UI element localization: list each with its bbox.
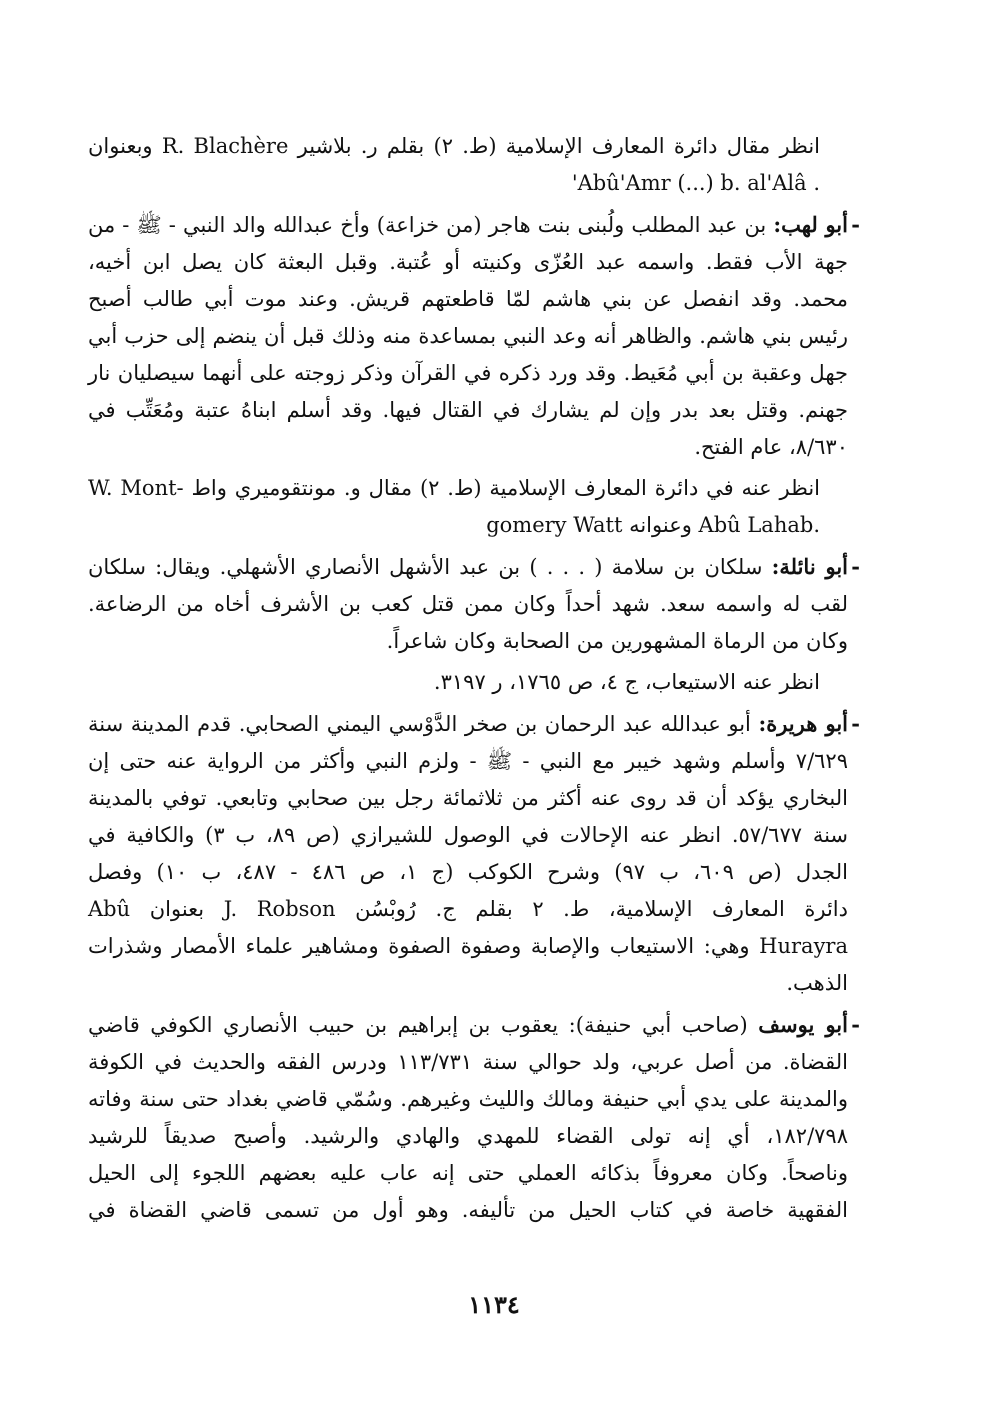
reference-note — [88, 470, 848, 544]
entry-dash: - — [851, 554, 860, 579]
text-line: ٧/٦٢٩ وأسلم وشهد خيبر مع النبي - ﷺ - ولزم النبي وأكثر من الرواية عنه حتى إن — [88, 749, 848, 773]
text-line: الذهب. — [786, 971, 848, 995]
entry-first-line — [88, 206, 860, 244]
entry-first-line — [88, 548, 860, 586]
text-line: الجدل (ص ٦٠٩، ب ٩٧) وشرح الكوكب (ج ١، ص ٤٨٦ - ٤٨٧، ب ١٠) وفصل — [88, 860, 848, 884]
text-line: سلكان بن سلامة ( . . . ) بن عبد الأشهل الأنصاري الأشهلي. ويقال: سلكان — [88, 555, 763, 579]
entry-first-line — [88, 1006, 860, 1044]
entry-abu-yusuf — [88, 1006, 860, 1229]
text-line: رئيس بني هاشم. والظاهر أنه وعد النبي بمساعدة منه وذلك قبل أن ينضم إلى حزب أبي — [88, 324, 848, 348]
entry-dash: - — [851, 212, 860, 237]
text-line: Hurayra وهي: الاستيعاب والإصابة وصفوة الصفوة ومشاهير علماء الأمصار وشذرات — [88, 934, 848, 958]
text-line: والمدينة على يدي أبي حنيفة ومالك والليث وغيرهم. وسُمّي قاضي بغداد حتى سنة وفاته — [88, 1087, 848, 1111]
entry-abu-naila — [88, 548, 860, 660]
entry-dash: - — [851, 711, 860, 736]
text-line: البخاري يؤكد أن قد روى عنه أكثر من ثلاثمائة رجل بين صحابي وتابعي. توفي بالمدينة — [88, 786, 848, 810]
text-line: جهل وعقبة بن أبي مُعَيط. وقد ورد ذكره في القرآن وذكر زوجته على أنهما سيصليان نار — [88, 361, 848, 385]
entry-first-line — [88, 705, 860, 743]
entry-headword: أبو لهب: — [773, 212, 848, 237]
entry-abu-hurayra — [88, 705, 860, 1002]
entry-headword: أبو يوسف — [758, 1012, 848, 1037]
text-line: جهنم. وقتل بعد بدر وإن لم يشارك في القتال فيها. وقد أسلم ابناهُ عتبة ومُعَتِّب في — [88, 398, 848, 422]
text-line: انظر مقال دائرة المعارف الإسلامية (ط. ٢) بقلم ر. بلاشير R. Blachère وبعنوان — [88, 134, 820, 158]
text-line: .Abû Lahab وعنوانه gomery Watt — [486, 513, 820, 537]
text-line: انظر عنه الاستيعاب، ج ٤، ص ١٧٦٥، ر ٣١٩٧. — [433, 670, 820, 694]
text-line: أبو عبدالله عبد الرحمان بن صخر الدَّوْسي اليمني الصحابي. قدم المدينة سنة — [88, 712, 751, 736]
text-line: بن عبد المطلب ولُبنى بنت هاجر (من خزاعة) وأخ عبدالله والد النبي - ﷺ - من — [88, 213, 767, 237]
text-line: لقب له واسمه سعد. شهد أحداً وكان ممن قتل كعب بن الأشرف أخاه من الرضاعة. — [88, 592, 848, 616]
text-line: وناصحاً. وكان معروفاً بذكائه العملي حتى إنه عاب عليه بعضهم اللجوء إلى الحيل — [88, 1161, 848, 1185]
text-line: انظر عنه في دائرة المعارف الإسلامية (ط. ٢) مقال و. مونتقوميري واط -W. Mont — [88, 476, 820, 500]
reference-note — [88, 664, 848, 701]
text-line: الفقهية خاصة في كتاب الحيل من تأليفه. وهو أول من تسمى قاضي القضاة في — [88, 1198, 848, 1222]
text-line: محمد. وقد انفصل عن بني هاشم لمّا قاطعتهم قريش. وعند موت أبي طالب أصبح — [88, 287, 848, 311]
text-line: سنة ٥٧/٦٧٧. انظر عنه الإحالات في الوصول للشيرازي (ص ٨٩، ب ٣) والكافية في — [88, 823, 849, 847]
entry-abu-lahab — [88, 206, 860, 466]
reference-note — [88, 128, 848, 202]
entry-headword: أبو نائلة: — [771, 554, 849, 579]
text-line: (صاحب أبي حنيفة): يعقوب بن إبراهيم بن حبيب الأنصاري الكوفي قاضي — [88, 1013, 748, 1037]
text-line: ١٨٢/٧٩٨، أي إنه تولى القضاء للمهدي والهادي والرشيد. وأصبح صديقاً للرشيد — [88, 1124, 848, 1148]
page-number: ١١٣٤ — [468, 1290, 520, 1319]
text-line: ٨/٦٣٠، عام الفتح. — [694, 435, 848, 459]
entry-headword: أبو هريرة: — [758, 711, 848, 736]
text-line: القضاة. من أصل عربي، ولد حوالي سنة ١١٣/٧٣١ ودرس الفقه والحديث في الكوفة — [88, 1050, 848, 1074]
text-column — [88, 128, 860, 1233]
entry-dash: - — [851, 1012, 860, 1037]
text-line: . Abû'Amr (...) b. al'Alâ' — [571, 171, 820, 195]
text-line: دائرة المعارف الإسلامية، ط. ٢ بقلم ج. رُوبْسُن J. Robson بعنوان Abû — [88, 897, 848, 921]
text-line: وكان من الرماة المشهورين من الصحابة وكان شاعراً. — [386, 629, 848, 653]
text-line: جهة الأب فقط. واسمه عبد العُزّى وكنيته أو عُتبة. وقبل البعثة كان يصل ابن أخيه، — [88, 250, 848, 274]
